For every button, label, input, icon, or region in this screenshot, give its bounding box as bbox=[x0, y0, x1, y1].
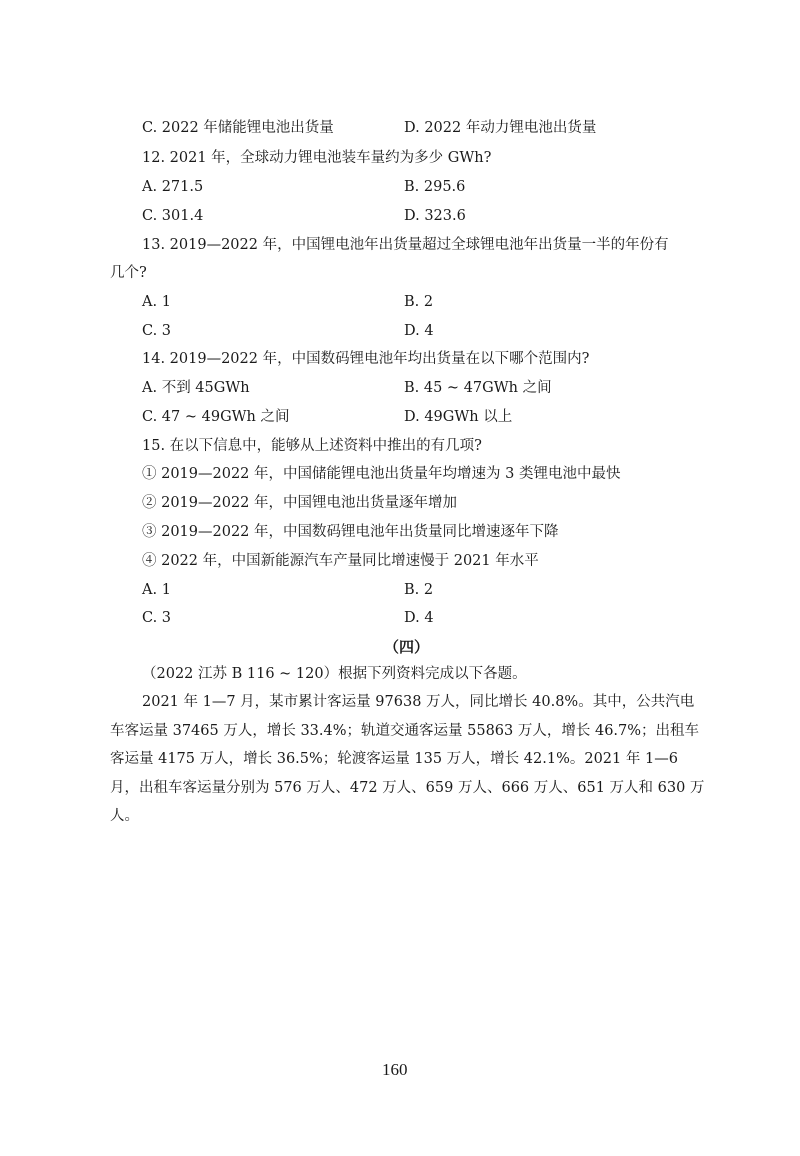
statement-1: ① 2019—2022 年，中国储能锂电池出货量年均增速为 3 类锂电池中最快 bbox=[142, 466, 621, 482]
question-14-stem: 14. 2019—2022 年，中国数码锂电池年均出货量在以下哪个范围内? bbox=[142, 351, 590, 367]
question-13-stem-line2: 几个? bbox=[110, 265, 147, 281]
option-b: B. 45 ~ 47GWh 之间 bbox=[404, 380, 552, 396]
option-b: B. 2 bbox=[404, 294, 434, 310]
option-d: D. 323.6 bbox=[404, 208, 466, 224]
statement-2: ② 2019—2022 年，中国锂电池出货量逐年增加 bbox=[142, 495, 458, 511]
option-a: A. 271.5 bbox=[142, 179, 204, 195]
option-c: C. 47 ~ 49GWh 之间 bbox=[142, 409, 290, 425]
section-paragraph: 2021 年 1—7 月，某市累计客运量 97638 万人，同比增长 40.8%。其中，公共汽电车客运量 37465 万人，增长 33.4%；轨道交通客运量 55863 万人，增长 46.7%；出租车客运量 4175 万人，增长 36.5%；轮渡客运量 135 万人，增长 42.1%。2021 年 1—6 月，出租车客运量分别为 576 万人、472 万人、659 万人、666 万人、651 万人和 630 万人。 bbox=[110, 694, 705, 824]
option-d: D. 49GWh 以上 bbox=[404, 409, 513, 425]
section-title: （四） bbox=[384, 638, 430, 656]
page-number: 160 bbox=[382, 1060, 408, 1079]
question-13-stem-line1: 13. 2019—2022 年，中国锂电池年出货量超过全球锂电池年出货量一半的年份有 bbox=[142, 237, 669, 253]
option-c: C. 301.4 bbox=[142, 208, 204, 224]
option-a: A. 1 bbox=[142, 582, 171, 598]
option-a: A. 1 bbox=[142, 294, 171, 310]
question-12-stem: 12. 2021 年，全球动力锂电池装车量约为多少 GWh? bbox=[142, 150, 492, 166]
statement-3: ③ 2019—2022 年，中国数码锂电池年出货量同比增速逐年下降 bbox=[142, 524, 559, 540]
option-c: C. 3 bbox=[142, 323, 172, 339]
option-d: D. 2022 年动力锂电池出货量 bbox=[404, 120, 597, 136]
option-d: D. 4 bbox=[404, 610, 434, 626]
statement-4: ④ 2022 年，中国新能源汽车产量同比增速慢于 2021 年水平 bbox=[142, 553, 539, 569]
section-intro: （2022 江苏 B 116 ~ 120）根据下列资料完成以下各题。 bbox=[142, 666, 527, 682]
option-b: B. 295.6 bbox=[404, 179, 466, 195]
option-c: C. 2022 年储能锂电池出货量 bbox=[142, 120, 334, 136]
option-a: A. 不到 45GWh bbox=[142, 380, 250, 396]
question-15-stem: 15. 在以下信息中，能够从上述资料中推出的有几项? bbox=[142, 438, 482, 454]
option-b: B. 2 bbox=[404, 582, 434, 598]
option-d: D. 4 bbox=[404, 323, 434, 339]
option-c: C. 3 bbox=[142, 610, 172, 626]
